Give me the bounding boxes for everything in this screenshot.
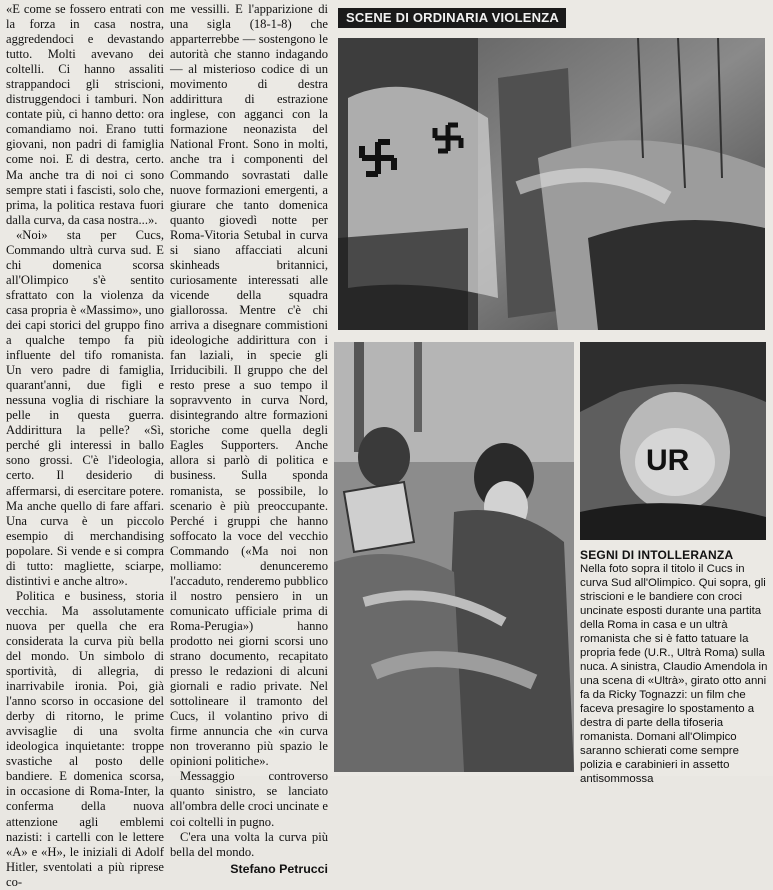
byline: Stefano Petrucci [230,861,328,876]
paragraph: me vessilli. E l'apparizione di una sigla (18-1-8) che apparterrebbe — sostengono le autorità che stanno indagando — al misterioso codice di un movimento di destra addirittura di estrazione inglese, con agganci con la formazione neonazista del National Front. Sono in molti, anche tra i componenti del Commando sovrastati dalle nuove formazioni emergenti, a giurare che tanto domenica quanto giovedì notte per Roma-Vitoria Setubal in curva si siano affacciati alcuni skinheads britannici, curiosamente interessati alle vicende della squadra giallorossa. Mentre c'è chi arriva a disegnare commistioni ideologiche addirittura con i fan laziali, in specie gli Irriducibili. Il gruppo che del resto prese a suo tempo il sopravvento in curva Nord, disintegrando altre formazioni storiche come quella degli Eagles Supporters. Anche allora si parlò di politica e business. Sulla sponda romanista, se possibile, lo scenario è più preoccupante. Perché i gruppi che hanno soffocato la voce del vecchio Commando («Ma noi non molliamo: denunceremo l'accaduto, renderemo pubblico il nostro pensiero in un comunicato ufficiale prima di Roma-Perugia») hanno prodotto nei giorni scorsi uno strano documento, recapitato presso le redazioni di alcuni giornali e radio private. Nel sottolineare il tramonto del Cucs, il volantino privo di firme annuncia che «in curva non troveranno più spazio le opinioni politiche». [170,2,328,769]
caption-text: Nella foto sopra il titolo il Cucs in curva Sud all'Olimpico. Qui sopra, gli striscioni e le bandiere con croci uncinate esposti durante una partita della Roma in casa e un ultrà romanista che si è fatto tatuare la propria fede (U.R., Ultrà Roma) sulla nuca. A sinistra, Claudio Amendola in una scena di «Ultrà», girato otto anni fa da Ricky Tognazzi: un film che faceva presagire lo spostamento a destra di parte della tifoseria romanista. Domani all'Olimpico saranno schierati come sempre polizia e carabinieri in assetto antisommossa [580,563,768,785]
photo-film-scene [334,342,574,772]
paragraph: C'era una volta la curva più bella del mondo. [170,829,328,859]
tattoo-text: UR [646,444,690,477]
paragraph: Politica e business, storia vecchia. Ma assolutamente nuova per quella che era considerata la curva più bella del mondo. Un simbolo di sportività, di allegria, di inarrivabile ironia. Poi, già l'anno scorso in occasione del derby di ritorno, le prime avvisaglie di una svolta ideologica inquietante: troppe svastiche al posto delle bandiere. E domenica scorsa, in occasione di Roma-Inter, la conferma della nuova attenzione agli emblemi nazisti: i cartelli con le lettere «A» e «H», le iniziali di Adolf Hitler, sventolati a più riprese co- [6,588,164,889]
photo-caption [580,548,768,786]
section-header: SCENE DI ORDINARIA VIOLENZA [338,8,566,28]
article-column-2 [170,2,328,877]
article-column-1 [6,2,164,890]
photo-tattoo [580,342,766,540]
caption-title: SEGNI DI INTOLLERANZA [580,548,734,562]
paragraph: «Noi» sta per Cucs, Commando ultrà curva sud. E chi domenica scorsa all'Olimpico s'è sentito sfrattato con la violenza da casa propria è «Massimo», uno dei capi storici del gruppo fino a qualche tempo fa più influente del tifo romanista. Un vero padre di famiglia, quarant'anni, due figli e nessuna voglia di rischiare la pelle in questa guerra. Addirittura la pelle? «Sì, perché gli interessi in ballo sono grossi. C'è l'ideologia, certo. Il desiderio di affermarsi, di esercitare potere. Ma anche quello di fare affari. Una curva è un piccolo esempio di merchandising popolare. Si vende e si compra di tutto: magliette, sciarpe, distintivi e anche altro». [6,227,164,588]
photo-film-image [334,342,574,772]
photo-tattoo-image [580,342,766,540]
photo-banners-swastika [338,38,765,330]
paragraph: Messaggio controverso quanto sinistro, se lanciato all'ombra delle croci uncinate e coi coltelli in pugno. [170,769,328,829]
paragraph: «E come se fossero entrati con la forza in casa nostra, aggredendoci e devastando tutto. Molti avevano dei coltelli. Ci hanno assaliti strappandoci gli striscioni, distruggendoci i tamburi. Non contate più, ci hanno detto: ora comandiamo noi. Erano tutti giovani, non padri di famiglia come noi. E di destra, certo. Ma anche tra di noi ci sono sempre stati i fascisti, solo che, prima, la politica restava fuori dalla curva, da casa nostra...». [6,2,164,227]
photo-banners-image [338,38,765,330]
